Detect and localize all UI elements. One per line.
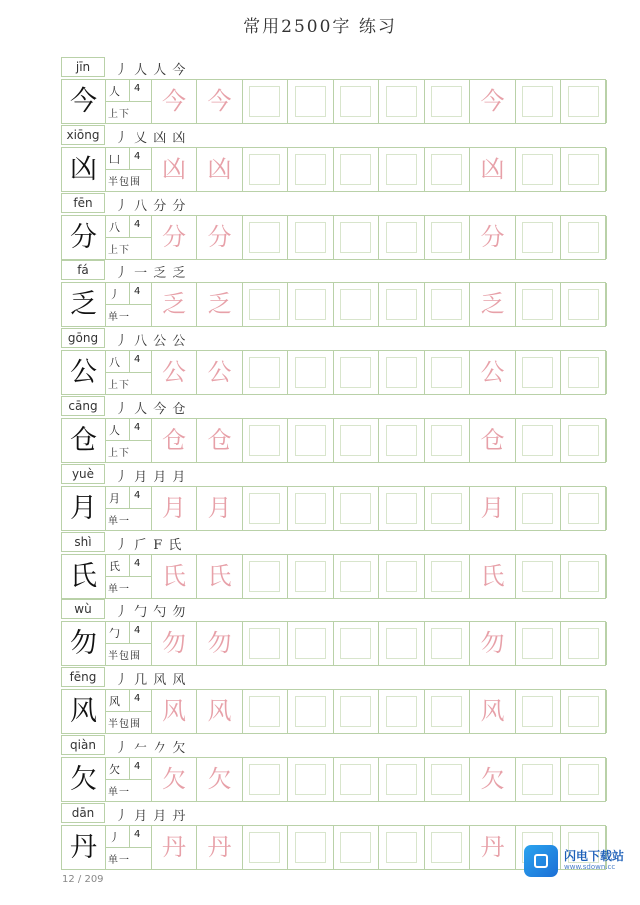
practice-cell[interactable] bbox=[289, 690, 334, 733]
practice-cell[interactable] bbox=[243, 216, 288, 259]
character-info bbox=[106, 80, 152, 123]
structure-label: 单一 bbox=[108, 787, 130, 798]
main-character: 氏 bbox=[62, 555, 106, 598]
pinyin-label: fēn bbox=[61, 193, 105, 213]
practice-cell[interactable] bbox=[380, 148, 425, 191]
practice-cell[interactable] bbox=[516, 351, 561, 394]
character-info bbox=[106, 622, 152, 665]
trace-cell[interactable] bbox=[152, 622, 197, 665]
trace-cell[interactable] bbox=[152, 419, 197, 462]
practice-cell[interactable] bbox=[516, 283, 561, 326]
pinyin-label: cāng bbox=[61, 396, 105, 416]
trace-cell[interactable] bbox=[152, 216, 197, 259]
radical: 丿 bbox=[109, 830, 120, 844]
practice-cell[interactable] bbox=[562, 487, 607, 530]
trace-character: 公 bbox=[207, 358, 232, 387]
character-info bbox=[106, 283, 152, 326]
stroke-order: 丿 𠂆 F 氏 bbox=[115, 537, 183, 553]
watermark-url: www.sdown.cc bbox=[564, 863, 616, 871]
structure-label: 单一 bbox=[108, 515, 130, 527]
trace-cell[interactable] bbox=[471, 283, 516, 326]
character-info bbox=[106, 419, 152, 462]
main-character: 凶 bbox=[62, 148, 106, 191]
character-entry bbox=[61, 532, 606, 600]
practice-cell[interactable] bbox=[243, 758, 288, 801]
structure-label: 上下 bbox=[108, 244, 130, 256]
stroke-count: 4 bbox=[134, 150, 141, 162]
trace-cell[interactable] bbox=[198, 351, 243, 394]
practice-cell[interactable] bbox=[425, 419, 470, 462]
practice-cell[interactable] bbox=[516, 622, 561, 665]
stroke-order: 丿 人 人 今 bbox=[115, 63, 187, 78]
practice-cell[interactable] bbox=[380, 351, 425, 394]
trace-cell[interactable] bbox=[471, 351, 516, 394]
practice-grid bbox=[61, 215, 606, 260]
radical: 勹 bbox=[109, 627, 120, 641]
practice-cell[interactable] bbox=[562, 555, 607, 598]
main-character: 公 bbox=[62, 351, 106, 394]
trace-character: 仓 bbox=[480, 426, 505, 454]
structure-label: 半包围 bbox=[108, 651, 141, 663]
main-character: 乏 bbox=[62, 283, 106, 326]
structure-label: 半包围 bbox=[108, 176, 141, 188]
practice-grid bbox=[61, 757, 606, 802]
practice-cell[interactable] bbox=[562, 690, 607, 733]
practice-cell[interactable] bbox=[562, 419, 607, 462]
character-info bbox=[106, 351, 152, 394]
radical: 凵 bbox=[109, 152, 120, 166]
practice-cell[interactable] bbox=[516, 80, 561, 123]
pinyin-label: wù bbox=[61, 599, 105, 619]
trace-character: 今 bbox=[162, 87, 186, 115]
radical: 风 bbox=[109, 695, 120, 709]
stroke-count: 4 bbox=[134, 422, 141, 433]
trace-character: 乏 bbox=[162, 290, 186, 319]
structure-label: 单一 bbox=[108, 583, 130, 595]
practice-cell[interactable] bbox=[334, 622, 379, 665]
practice-cell[interactable] bbox=[562, 80, 607, 123]
practice-cell[interactable] bbox=[334, 80, 379, 123]
radical: 丿 bbox=[109, 288, 120, 302]
radical: 人 bbox=[109, 85, 120, 98]
practice-cell[interactable] bbox=[380, 419, 425, 462]
pinyin-label: jīn bbox=[61, 57, 105, 77]
practice-cell[interactable] bbox=[289, 622, 334, 665]
stroke-count: 4 bbox=[134, 557, 141, 569]
trace-cell[interactable] bbox=[152, 148, 197, 191]
pinyin-label: yuè bbox=[61, 464, 105, 484]
trace-cell[interactable] bbox=[471, 216, 516, 259]
character-entry bbox=[61, 57, 606, 125]
practice-cell[interactable] bbox=[562, 283, 607, 326]
practice-cell[interactable] bbox=[516, 419, 561, 462]
practice-cell[interactable] bbox=[562, 758, 607, 801]
stroke-order: 丿 几 风 风 bbox=[115, 673, 187, 689]
character-info bbox=[106, 758, 152, 801]
stroke-order: 丿 八 公 公 bbox=[115, 334, 187, 350]
practice-cell[interactable] bbox=[289, 826, 334, 869]
trace-cell[interactable] bbox=[198, 487, 243, 530]
practice-cell[interactable] bbox=[334, 758, 379, 801]
radical: 人 bbox=[109, 424, 120, 437]
trace-character: 凶 bbox=[162, 154, 186, 183]
trace-character: 丹 bbox=[162, 832, 186, 861]
radical: 氏 bbox=[109, 559, 120, 573]
trace-character: 凶 bbox=[480, 154, 505, 183]
character-entry bbox=[61, 464, 606, 532]
page-number: 12 / 209 bbox=[62, 874, 104, 885]
radical: 八 bbox=[109, 356, 120, 370]
practice-cell[interactable] bbox=[425, 555, 470, 598]
main-character: 分 bbox=[62, 216, 106, 259]
stroke-count: 4 bbox=[134, 693, 141, 705]
trace-character: 今 bbox=[480, 87, 505, 115]
character-info bbox=[106, 555, 152, 598]
pinyin-label: fēng bbox=[61, 667, 105, 687]
trace-cell[interactable] bbox=[471, 758, 516, 801]
practice-cell[interactable] bbox=[425, 80, 470, 123]
trace-character: 仓 bbox=[207, 426, 232, 454]
trace-character: 分 bbox=[480, 222, 505, 251]
watermark bbox=[524, 843, 634, 877]
trace-cell[interactable] bbox=[198, 826, 243, 869]
practice-cell[interactable] bbox=[334, 283, 379, 326]
character-info bbox=[106, 826, 152, 869]
practice-cell[interactable] bbox=[425, 283, 470, 326]
trace-cell[interactable] bbox=[152, 690, 197, 733]
practice-cell[interactable] bbox=[516, 148, 561, 191]
practice-cell[interactable] bbox=[243, 555, 288, 598]
trace-character: 勿 bbox=[162, 629, 186, 658]
trace-character: 公 bbox=[480, 358, 505, 387]
trace-cell[interactable] bbox=[471, 487, 516, 530]
practice-cell[interactable] bbox=[380, 80, 425, 123]
character-info bbox=[106, 690, 152, 733]
trace-cell[interactable] bbox=[152, 555, 197, 598]
trace-character: 今 bbox=[207, 87, 232, 115]
practice-cell[interactable] bbox=[334, 216, 379, 259]
practice-cell[interactable] bbox=[334, 148, 379, 191]
trace-character: 欠 bbox=[162, 765, 186, 793]
radical: 月 bbox=[109, 491, 120, 505]
character-info bbox=[106, 487, 152, 530]
practice-cell[interactable] bbox=[516, 758, 561, 801]
practice-cell[interactable] bbox=[243, 826, 288, 869]
practice-cell[interactable] bbox=[243, 351, 288, 394]
stroke-order: 丿 月 月 月 bbox=[115, 469, 187, 485]
trace-cell[interactable] bbox=[152, 758, 197, 801]
pinyin-label: xiōng bbox=[61, 125, 105, 145]
practice-grid bbox=[61, 418, 606, 463]
practice-cell[interactable] bbox=[380, 283, 425, 326]
character-entry bbox=[61, 735, 606, 803]
practice-cell[interactable] bbox=[380, 826, 425, 869]
structure-label: 上下 bbox=[108, 109, 130, 120]
practice-cell[interactable] bbox=[516, 690, 561, 733]
character-entry bbox=[61, 328, 606, 396]
trace-cell[interactable] bbox=[198, 555, 243, 598]
practice-cell[interactable] bbox=[289, 487, 334, 530]
trace-character: 分 bbox=[162, 222, 186, 251]
practice-cell[interactable] bbox=[425, 351, 470, 394]
character-entry bbox=[61, 260, 606, 328]
character-entry bbox=[61, 125, 606, 193]
trace-character: 氏 bbox=[162, 561, 186, 590]
stroke-count: 4 bbox=[134, 761, 141, 772]
practice-cell[interactable] bbox=[380, 690, 425, 733]
main-character: 勿 bbox=[62, 622, 106, 665]
stroke-count: 4 bbox=[134, 625, 141, 637]
structure-label: 上下 bbox=[108, 380, 130, 392]
trace-cell[interactable] bbox=[198, 690, 243, 733]
practice-grid bbox=[61, 486, 606, 531]
trace-character: 月 bbox=[480, 493, 505, 522]
trace-character: 氏 bbox=[207, 561, 232, 590]
practice-cell[interactable] bbox=[334, 555, 379, 598]
stroke-order: 丿 勹 勺 勿 bbox=[115, 605, 187, 621]
trace-cell[interactable] bbox=[152, 80, 197, 123]
main-character: 今 bbox=[62, 80, 106, 123]
practice-cell[interactable] bbox=[380, 487, 425, 530]
practice-cell[interactable] bbox=[380, 622, 425, 665]
practice-grid bbox=[61, 147, 606, 192]
trace-character: 公 bbox=[162, 358, 186, 387]
stroke-count: 4 bbox=[134, 828, 141, 840]
trace-character: 勿 bbox=[480, 629, 505, 658]
trace-cell[interactable] bbox=[198, 80, 243, 123]
trace-cell[interactable] bbox=[152, 351, 197, 394]
trace-cell[interactable] bbox=[198, 758, 243, 801]
page-title: 常用2500字 练习 bbox=[243, 17, 397, 37]
structure-label: 半包围 bbox=[108, 719, 141, 731]
practice-cell[interactable] bbox=[289, 283, 334, 326]
character-info bbox=[106, 216, 152, 259]
watermark-logo-icon bbox=[524, 845, 558, 877]
practice-cell[interactable] bbox=[289, 351, 334, 394]
pinyin-label: fá bbox=[61, 260, 105, 280]
practice-cell[interactable] bbox=[289, 419, 334, 462]
trace-cell[interactable] bbox=[471, 826, 516, 869]
practice-grid bbox=[61, 350, 606, 395]
character-entry bbox=[61, 599, 606, 667]
radical: 欠 bbox=[109, 763, 120, 776]
practice-cell[interactable] bbox=[243, 487, 288, 530]
practice-cell[interactable] bbox=[516, 487, 561, 530]
trace-cell[interactable] bbox=[198, 283, 243, 326]
main-character: 丹 bbox=[62, 826, 106, 869]
practice-grid bbox=[61, 689, 606, 734]
practice-cell[interactable] bbox=[425, 758, 470, 801]
stroke-count: 4 bbox=[134, 489, 141, 501]
practice-cell[interactable] bbox=[425, 148, 470, 191]
trace-cell[interactable] bbox=[198, 622, 243, 665]
trace-character: 勿 bbox=[207, 629, 232, 658]
practice-cell[interactable] bbox=[243, 690, 288, 733]
practice-cell[interactable] bbox=[334, 351, 379, 394]
practice-cell[interactable] bbox=[562, 148, 607, 191]
trace-character: 仓 bbox=[162, 426, 186, 454]
practice-cell[interactable] bbox=[516, 555, 561, 598]
trace-character: 风 bbox=[480, 697, 505, 726]
stroke-order: 丿 一 乏 乏 bbox=[115, 266, 187, 282]
stroke-count: 4 bbox=[134, 83, 141, 94]
trace-character: 丹 bbox=[480, 832, 505, 861]
main-character: 月 bbox=[62, 487, 106, 530]
practice-cell[interactable] bbox=[334, 690, 379, 733]
practice-cell[interactable] bbox=[562, 622, 607, 665]
stroke-count: 4 bbox=[134, 286, 141, 298]
trace-character: 风 bbox=[207, 697, 232, 726]
trace-character: 乏 bbox=[480, 290, 505, 319]
trace-character: 分 bbox=[207, 222, 232, 251]
trace-cell[interactable] bbox=[471, 148, 516, 191]
practice-cell[interactable] bbox=[334, 419, 379, 462]
practice-cell[interactable] bbox=[334, 826, 379, 869]
pinyin-label: dān bbox=[61, 803, 105, 823]
practice-cell[interactable] bbox=[380, 216, 425, 259]
practice-grid bbox=[61, 554, 606, 599]
stroke-count: 4 bbox=[134, 218, 141, 230]
practice-cell[interactable] bbox=[516, 216, 561, 259]
stroke-order: 丿 月 月 丹 bbox=[115, 808, 187, 824]
trace-cell[interactable] bbox=[471, 555, 516, 598]
practice-cell[interactable] bbox=[243, 148, 288, 191]
practice-cell[interactable] bbox=[562, 351, 607, 394]
trace-cell[interactable] bbox=[471, 419, 516, 462]
trace-character: 凶 bbox=[207, 154, 232, 183]
practice-cell[interactable] bbox=[425, 487, 470, 530]
trace-cell[interactable] bbox=[471, 622, 516, 665]
pinyin-label: gōng bbox=[61, 328, 105, 348]
trace-character: 月 bbox=[162, 493, 186, 522]
trace-character: 欠 bbox=[480, 765, 505, 793]
stroke-count: 4 bbox=[134, 354, 141, 366]
trace-cell[interactable] bbox=[152, 283, 197, 326]
practice-cell[interactable] bbox=[243, 283, 288, 326]
practice-cell[interactable] bbox=[289, 555, 334, 598]
stroke-order: 丿 乂 凶 凶 bbox=[115, 130, 187, 146]
trace-cell[interactable] bbox=[198, 148, 243, 191]
practice-cell[interactable] bbox=[289, 148, 334, 191]
pinyin-label: qiàn bbox=[61, 735, 105, 755]
structure-label: 上下 bbox=[108, 448, 130, 459]
practice-cell[interactable] bbox=[243, 419, 288, 462]
trace-character: 月 bbox=[207, 493, 232, 522]
character-entry bbox=[61, 667, 606, 735]
trace-cell[interactable] bbox=[471, 690, 516, 733]
practice-cell[interactable] bbox=[289, 216, 334, 259]
practice-grid bbox=[61, 79, 606, 124]
practice-cell[interactable] bbox=[289, 758, 334, 801]
practice-cell[interactable] bbox=[243, 80, 288, 123]
practice-cell[interactable] bbox=[425, 826, 470, 869]
practice-cell[interactable] bbox=[380, 758, 425, 801]
trace-cell[interactable] bbox=[198, 419, 243, 462]
practice-cell[interactable] bbox=[380, 555, 425, 598]
character-entry bbox=[61, 396, 606, 464]
trace-character: 丹 bbox=[207, 832, 232, 861]
character-entry bbox=[61, 193, 606, 261]
trace-cell[interactable] bbox=[152, 826, 197, 869]
practice-cell[interactable] bbox=[243, 622, 288, 665]
stroke-order: 丿 八 分 分 bbox=[115, 198, 187, 214]
practice-grid bbox=[61, 621, 606, 666]
watermark-name: 闪电下载站 bbox=[564, 849, 625, 863]
practice-cell[interactable] bbox=[289, 80, 334, 123]
structure-label: 单一 bbox=[108, 854, 130, 866]
trace-cell[interactable] bbox=[198, 216, 243, 259]
trace-character: 风 bbox=[162, 697, 186, 726]
trace-character: 乏 bbox=[207, 290, 232, 319]
pinyin-label: shì bbox=[61, 532, 105, 552]
main-character: 风 bbox=[62, 690, 106, 733]
trace-character: 氏 bbox=[480, 561, 505, 590]
practice-cell[interactable] bbox=[425, 216, 470, 259]
radical: 八 bbox=[109, 220, 120, 234]
practice-grid bbox=[61, 282, 606, 327]
main-character: 仓 bbox=[62, 419, 106, 462]
trace-cell[interactable] bbox=[471, 80, 516, 123]
structure-label: 单一 bbox=[108, 312, 130, 324]
practice-cell[interactable] bbox=[562, 216, 607, 259]
practice-cell[interactable] bbox=[425, 622, 470, 665]
practice-cell[interactable] bbox=[334, 487, 379, 530]
stroke-order: 丿 𠂉 𠂊 欠 bbox=[115, 741, 187, 756]
trace-cell[interactable] bbox=[152, 487, 197, 530]
stroke-order: 丿 人 今 仓 bbox=[115, 402, 187, 417]
practice-cell[interactable] bbox=[425, 690, 470, 733]
main-character: 欠 bbox=[62, 758, 106, 801]
character-info bbox=[106, 148, 152, 191]
trace-character: 欠 bbox=[207, 765, 232, 793]
